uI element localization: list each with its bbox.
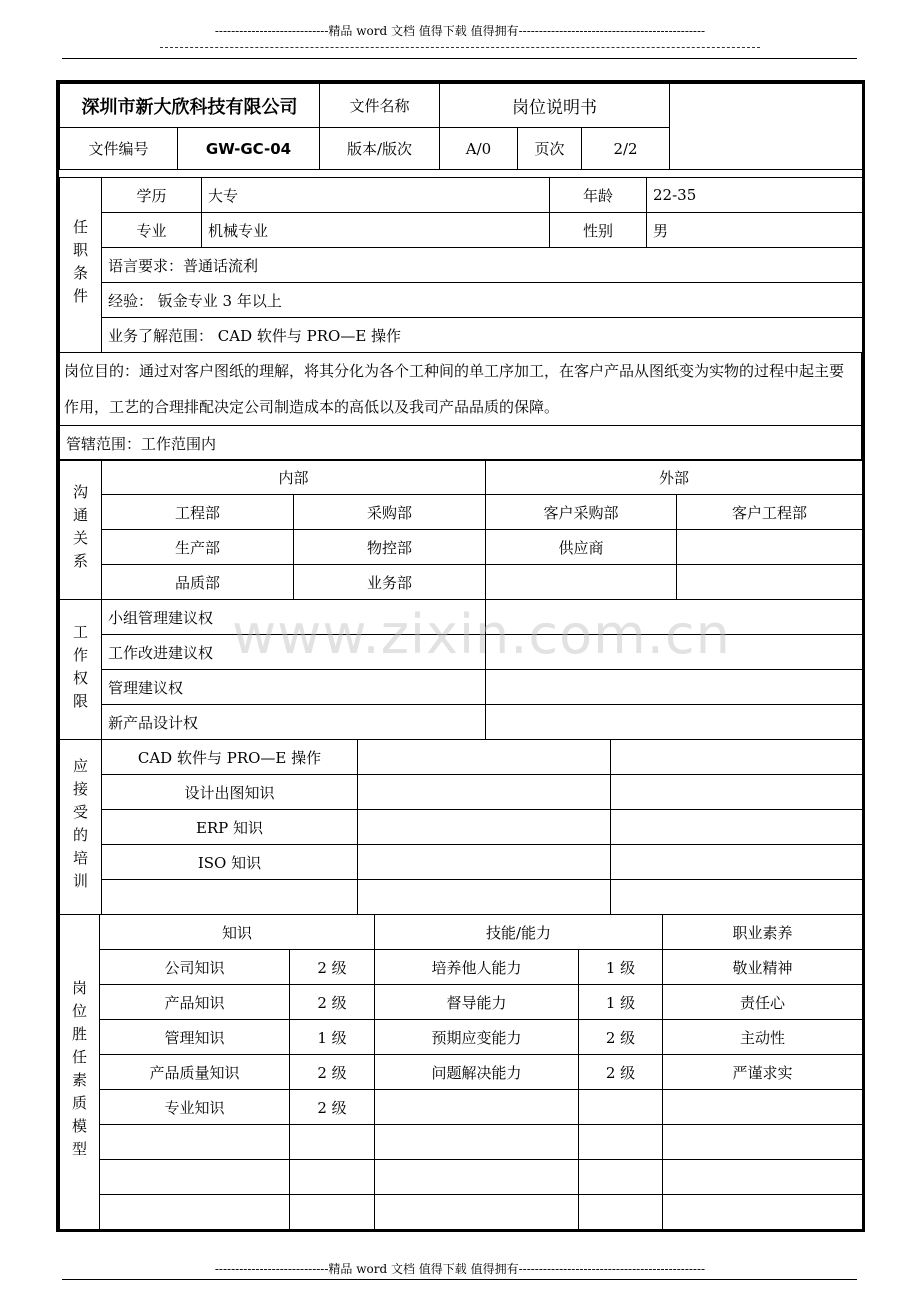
external-label: 外部 <box>486 460 863 495</box>
version-value: A/0 <box>440 128 518 170</box>
comm-cell: 品质部 <box>102 565 294 600</box>
qualifications-section-label: 任职条件 <box>60 178 102 353</box>
knowledge-item <box>100 1195 290 1230</box>
training-blank <box>611 845 863 880</box>
training-blank <box>358 880 611 915</box>
skill-item: 问题解决能力 <box>375 1055 579 1090</box>
knowledge-level <box>290 1160 375 1195</box>
authority-blank <box>486 600 863 635</box>
top-rule <box>62 58 857 59</box>
comm-cell: 客户工程部 <box>677 495 863 530</box>
knowledge-level: 2 级 <box>290 1090 375 1125</box>
gender-value: 男 <box>647 213 863 248</box>
training-blank <box>358 775 611 810</box>
version-label: 版本/版次 <box>320 128 440 170</box>
knowledge-item: 管理知识 <box>100 1020 290 1055</box>
top-banner: ----------------------------精品 word 文档 值得下载 值得拥有---------------------------------------------- <box>214 24 706 38</box>
file-name: 岗位说明书 <box>440 84 670 128</box>
job-description-form <box>56 80 865 1232</box>
communication-table <box>59 459 863 600</box>
training-item: CAD 软件与 PRO—E 操作 <box>102 740 358 775</box>
skill-item: 督导能力 <box>375 985 579 1020</box>
authority-item: 工作改进建议权 <box>102 635 486 670</box>
education-value: 大专 <box>202 178 550 213</box>
file-no-label: 文件编号 <box>60 128 178 170</box>
training-blank <box>358 740 611 775</box>
skill-item <box>375 1125 579 1160</box>
training-section-label: 应接受的培训 <box>60 740 102 915</box>
skill-level: 2 级 <box>579 1055 663 1090</box>
quality-item <box>663 1090 863 1125</box>
quality-item <box>663 1160 863 1195</box>
knowledge-item: 产品质量知识 <box>100 1055 290 1090</box>
education-label: 学历 <box>102 178 202 213</box>
skill-level <box>579 1195 663 1230</box>
comm-cell: 物控部 <box>294 530 486 565</box>
competency-table <box>59 914 863 1230</box>
skill-item: 培养他人能力 <box>375 950 579 985</box>
file-no: GW-GC-04 <box>178 128 320 170</box>
authority-item: 小组管理建议权 <box>102 600 486 635</box>
skill-item <box>375 1090 579 1125</box>
file-name-label: 文件名称 <box>320 84 440 128</box>
skill-item <box>375 1160 579 1195</box>
authority-table <box>59 599 863 740</box>
comm-cell: 客户采购部 <box>486 495 677 530</box>
internal-label: 内部 <box>102 460 486 495</box>
comm-cell: 业务部 <box>294 565 486 600</box>
knowledge-level: 2 级 <box>290 1055 375 1090</box>
age-value: 22-35 <box>647 178 863 213</box>
comm-cell <box>486 565 677 600</box>
age-label: 年龄 <box>550 178 647 213</box>
comm-cell: 采购部 <box>294 495 486 530</box>
comm-cell <box>677 530 863 565</box>
training-table <box>59 739 863 915</box>
bottom-rule <box>62 1279 857 1280</box>
authority-item: 新产品设计权 <box>102 705 486 740</box>
major-label: 专业 <box>102 213 202 248</box>
experience-requirement: 经验： 钣金专业 3 年以上 <box>102 283 863 318</box>
authority-blank <box>486 635 863 670</box>
quality-item <box>663 1195 863 1230</box>
page-value: 2/2 <box>582 128 670 170</box>
skill-level <box>579 1160 663 1195</box>
language-requirement: 语言要求：普通话流利 <box>102 248 863 283</box>
authority-blank <box>486 705 863 740</box>
comm-cell: 供应商 <box>486 530 677 565</box>
top-dash-rule <box>160 47 760 48</box>
training-blank <box>611 740 863 775</box>
skill-label: 技能/能力 <box>375 915 663 950</box>
job-purpose: 岗位目的：通过对客户图纸的理解，将其分化为各个工种间的单工序加工，在客户产品从图纸变为实物的过程中起主要作用，工艺的合理排配决定公司制造成本的高低以及我司产品品质的保障。 <box>60 353 862 426</box>
quality-item: 主动性 <box>663 1020 863 1055</box>
knowledge-label: 知识 <box>100 915 375 950</box>
quality-item <box>663 1125 863 1160</box>
quality-item: 敬业精神 <box>663 950 863 985</box>
training-blank <box>611 880 863 915</box>
training-blank <box>358 810 611 845</box>
management-scope: 管辖范围：工作范围内 <box>60 426 862 461</box>
training-blank <box>611 810 863 845</box>
comm-cell <box>677 565 863 600</box>
communication-section-label: 沟通关系 <box>60 460 102 600</box>
business-scope: 业务了解范围： CAD 软件与 PRO—E 操作 <box>102 318 863 353</box>
logo-cell <box>670 84 863 170</box>
skill-level: 1 级 <box>579 950 663 985</box>
competency-section-label: 岗位胜任素质模型 <box>60 915 100 1230</box>
skill-level: 1 级 <box>579 985 663 1020</box>
training-item: ERP 知识 <box>102 810 358 845</box>
company-name: 深圳市新大欣科技有限公司 <box>60 84 320 128</box>
knowledge-item <box>100 1160 290 1195</box>
skill-level <box>579 1125 663 1160</box>
skill-item: 预期应变能力 <box>375 1020 579 1055</box>
header-table <box>59 83 863 170</box>
training-item <box>102 880 358 915</box>
bottom-banner: ----------------------------精品 word 文档 值得下载 值得拥有---------------------------------------------- <box>214 1262 706 1276</box>
gender-label: 性别 <box>550 213 647 248</box>
skill-level <box>579 1090 663 1125</box>
knowledge-level: 2 级 <box>290 985 375 1020</box>
knowledge-item: 公司知识 <box>100 950 290 985</box>
authority-item: 管理建议权 <box>102 670 486 705</box>
knowledge-item <box>100 1125 290 1160</box>
quality-item: 严谨求实 <box>663 1055 863 1090</box>
skill-level: 2 级 <box>579 1020 663 1055</box>
comm-cell: 工程部 <box>102 495 294 530</box>
watermark: www.zixin.com.cn <box>232 603 731 666</box>
knowledge-level <box>290 1195 375 1230</box>
training-blank <box>611 775 863 810</box>
comm-cell: 生产部 <box>102 530 294 565</box>
authority-blank <box>486 670 863 705</box>
knowledge-item: 专业知识 <box>100 1090 290 1125</box>
knowledge-level <box>290 1125 375 1160</box>
authority-section-label: 工作权限 <box>60 600 102 740</box>
quality-label: 职业素养 <box>663 915 863 950</box>
knowledge-item: 产品知识 <box>100 985 290 1020</box>
skill-item <box>375 1195 579 1230</box>
training-item: 设计出图知识 <box>102 775 358 810</box>
purpose-table <box>59 352 862 461</box>
training-blank <box>358 845 611 880</box>
training-item: ISO 知识 <box>102 845 358 880</box>
quality-item: 责任心 <box>663 985 863 1020</box>
major-value: 机械专业 <box>202 213 550 248</box>
page-label: 页次 <box>518 128 582 170</box>
knowledge-level: 1 级 <box>290 1020 375 1055</box>
knowledge-level: 2 级 <box>290 950 375 985</box>
qualifications-table <box>59 177 863 353</box>
